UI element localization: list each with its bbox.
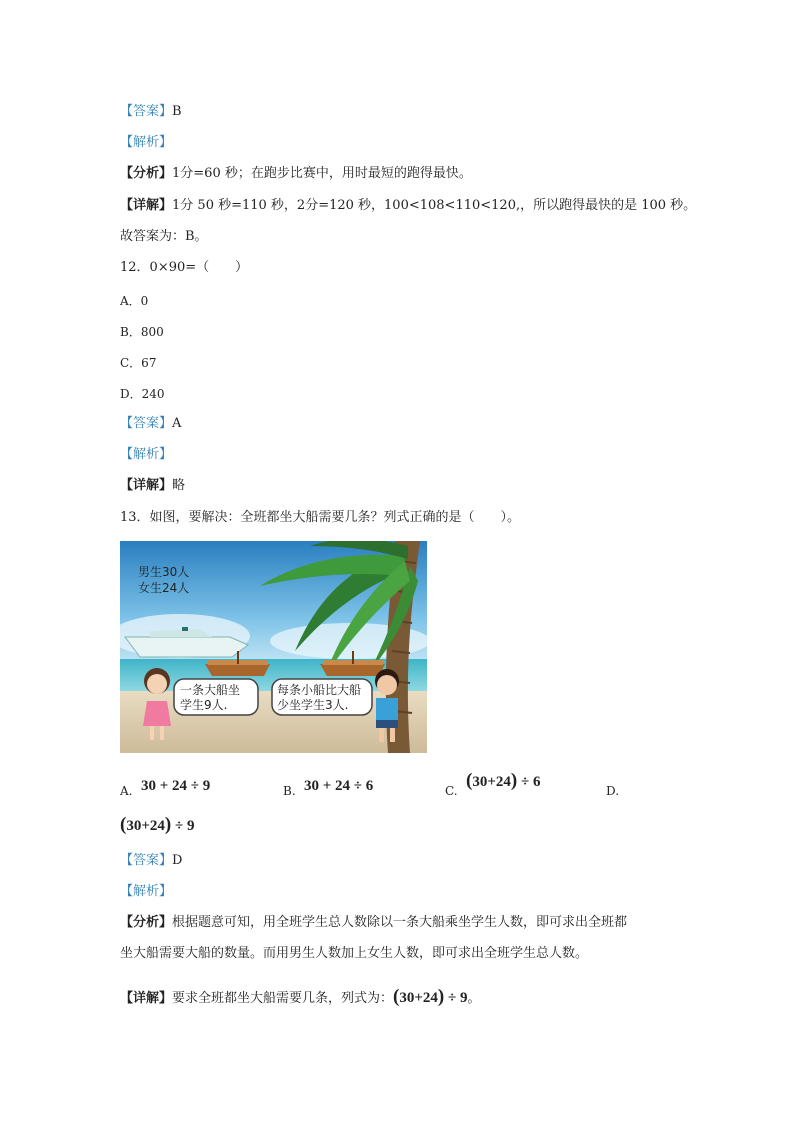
fenxi-text-1: 根据题意可知，用全班学生总人数除以一条大船乘坐学生人数，即可求出全班都 bbox=[172, 915, 628, 930]
detail-line bbox=[120, 477, 185, 495]
detail-end: 。 bbox=[467, 991, 481, 1006]
option-c: C．67 bbox=[120, 356, 157, 370]
detail-tag: 【详解】 bbox=[120, 478, 173, 493]
detail-text: 1分 50 秒=110 秒，2分=120 秒，100<108<110<120,，所以跑得最快的是 100 秒。 bbox=[172, 198, 697, 213]
detail-text: 要求全班都坐大船需要几条，列式为： bbox=[172, 991, 394, 1006]
analysis-heading bbox=[120, 883, 172, 901]
answer-value: D bbox=[172, 853, 183, 868]
detail-expr-tail: ÷ 9 bbox=[448, 990, 468, 1006]
analysis-heading bbox=[120, 134, 172, 152]
option-a-expression: 30 + 24 ÷ 9 bbox=[141, 778, 211, 794]
detail-tag: 【详解】 bbox=[120, 991, 173, 1006]
answer-line bbox=[120, 415, 181, 433]
option-d-tail: ÷ 9 bbox=[174, 818, 195, 834]
detail-tag: 【详解】 bbox=[120, 198, 173, 213]
detail-expression: (30+24) ÷ 9 bbox=[393, 986, 468, 1007]
boy-bubble-line-1: 每条小船比大船 bbox=[277, 683, 362, 697]
answer-tag: 【答案】 bbox=[120, 853, 173, 868]
option-d-inner: 30+24 bbox=[126, 818, 165, 834]
boy-bubble-line-2: 少坐学生3人. bbox=[277, 698, 349, 712]
board-line-2: 女生24人 bbox=[138, 581, 190, 595]
answer-value: A bbox=[172, 416, 182, 431]
girl-bubble-line-2: 学生9人. bbox=[180, 698, 228, 712]
fenxi-tag: 【分析】 bbox=[120, 915, 173, 930]
option-c-tail: ÷ 6 bbox=[520, 774, 541, 790]
option-c-inner: 30+24 bbox=[472, 774, 511, 790]
option-a: A．0 bbox=[120, 294, 149, 308]
question-13: 13．如图，要解决：全班都坐大船需要几条？列式正确的是（ ）。 bbox=[120, 510, 521, 525]
answer-line bbox=[120, 852, 182, 870]
fenxi-line-1 bbox=[120, 914, 627, 932]
fenxi-text: 1分=60 秒；在跑步比赛中，用时最短的跑得最快。 bbox=[172, 166, 472, 181]
option-b-expression: 30 + 24 ÷ 6 bbox=[304, 778, 374, 794]
detail-line bbox=[120, 197, 696, 215]
answer-tag: 【答案】 bbox=[120, 104, 173, 119]
option-d-label: D. bbox=[606, 784, 620, 798]
option-c-label: C. bbox=[445, 784, 458, 798]
detail-text: 略 bbox=[172, 478, 186, 493]
option-d-expression: (30+24) ÷ 9 bbox=[120, 814, 195, 835]
girl-bubble-line-1: 一条大船坐 bbox=[180, 683, 241, 697]
option-b: B．800 bbox=[120, 325, 164, 339]
board-line-1: 男生30人 bbox=[138, 565, 190, 579]
analysis-heading bbox=[120, 446, 172, 464]
conclusion-line: 故答案为：B。 bbox=[120, 229, 208, 244]
analysis-tag: 【解析】 bbox=[120, 135, 173, 150]
answer-line bbox=[120, 103, 182, 121]
analysis-tag: 【解析】 bbox=[120, 884, 173, 899]
fenxi-line-2: 坐大船需要大船的数量。而用男生人数加上女生人数，即可求出全班学生总人数。 bbox=[120, 946, 589, 961]
fenxi-line bbox=[120, 165, 472, 183]
option-c-expression: (30+24) ÷ 6 bbox=[466, 770, 541, 791]
answer-value: B bbox=[172, 104, 182, 119]
question-12: 12．0×90=（ ） bbox=[120, 260, 249, 275]
question-illustration bbox=[120, 541, 427, 753]
option-b-label: B. bbox=[283, 784, 296, 798]
option-d: D．240 bbox=[120, 387, 165, 401]
detail-expr-inner: 30+24 bbox=[399, 990, 438, 1006]
answer-tag: 【答案】 bbox=[120, 416, 173, 431]
option-a-label: A. bbox=[120, 784, 133, 798]
detail-line bbox=[120, 988, 481, 1008]
fenxi-tag: 【分析】 bbox=[120, 166, 173, 181]
analysis-tag: 【解析】 bbox=[120, 447, 173, 462]
